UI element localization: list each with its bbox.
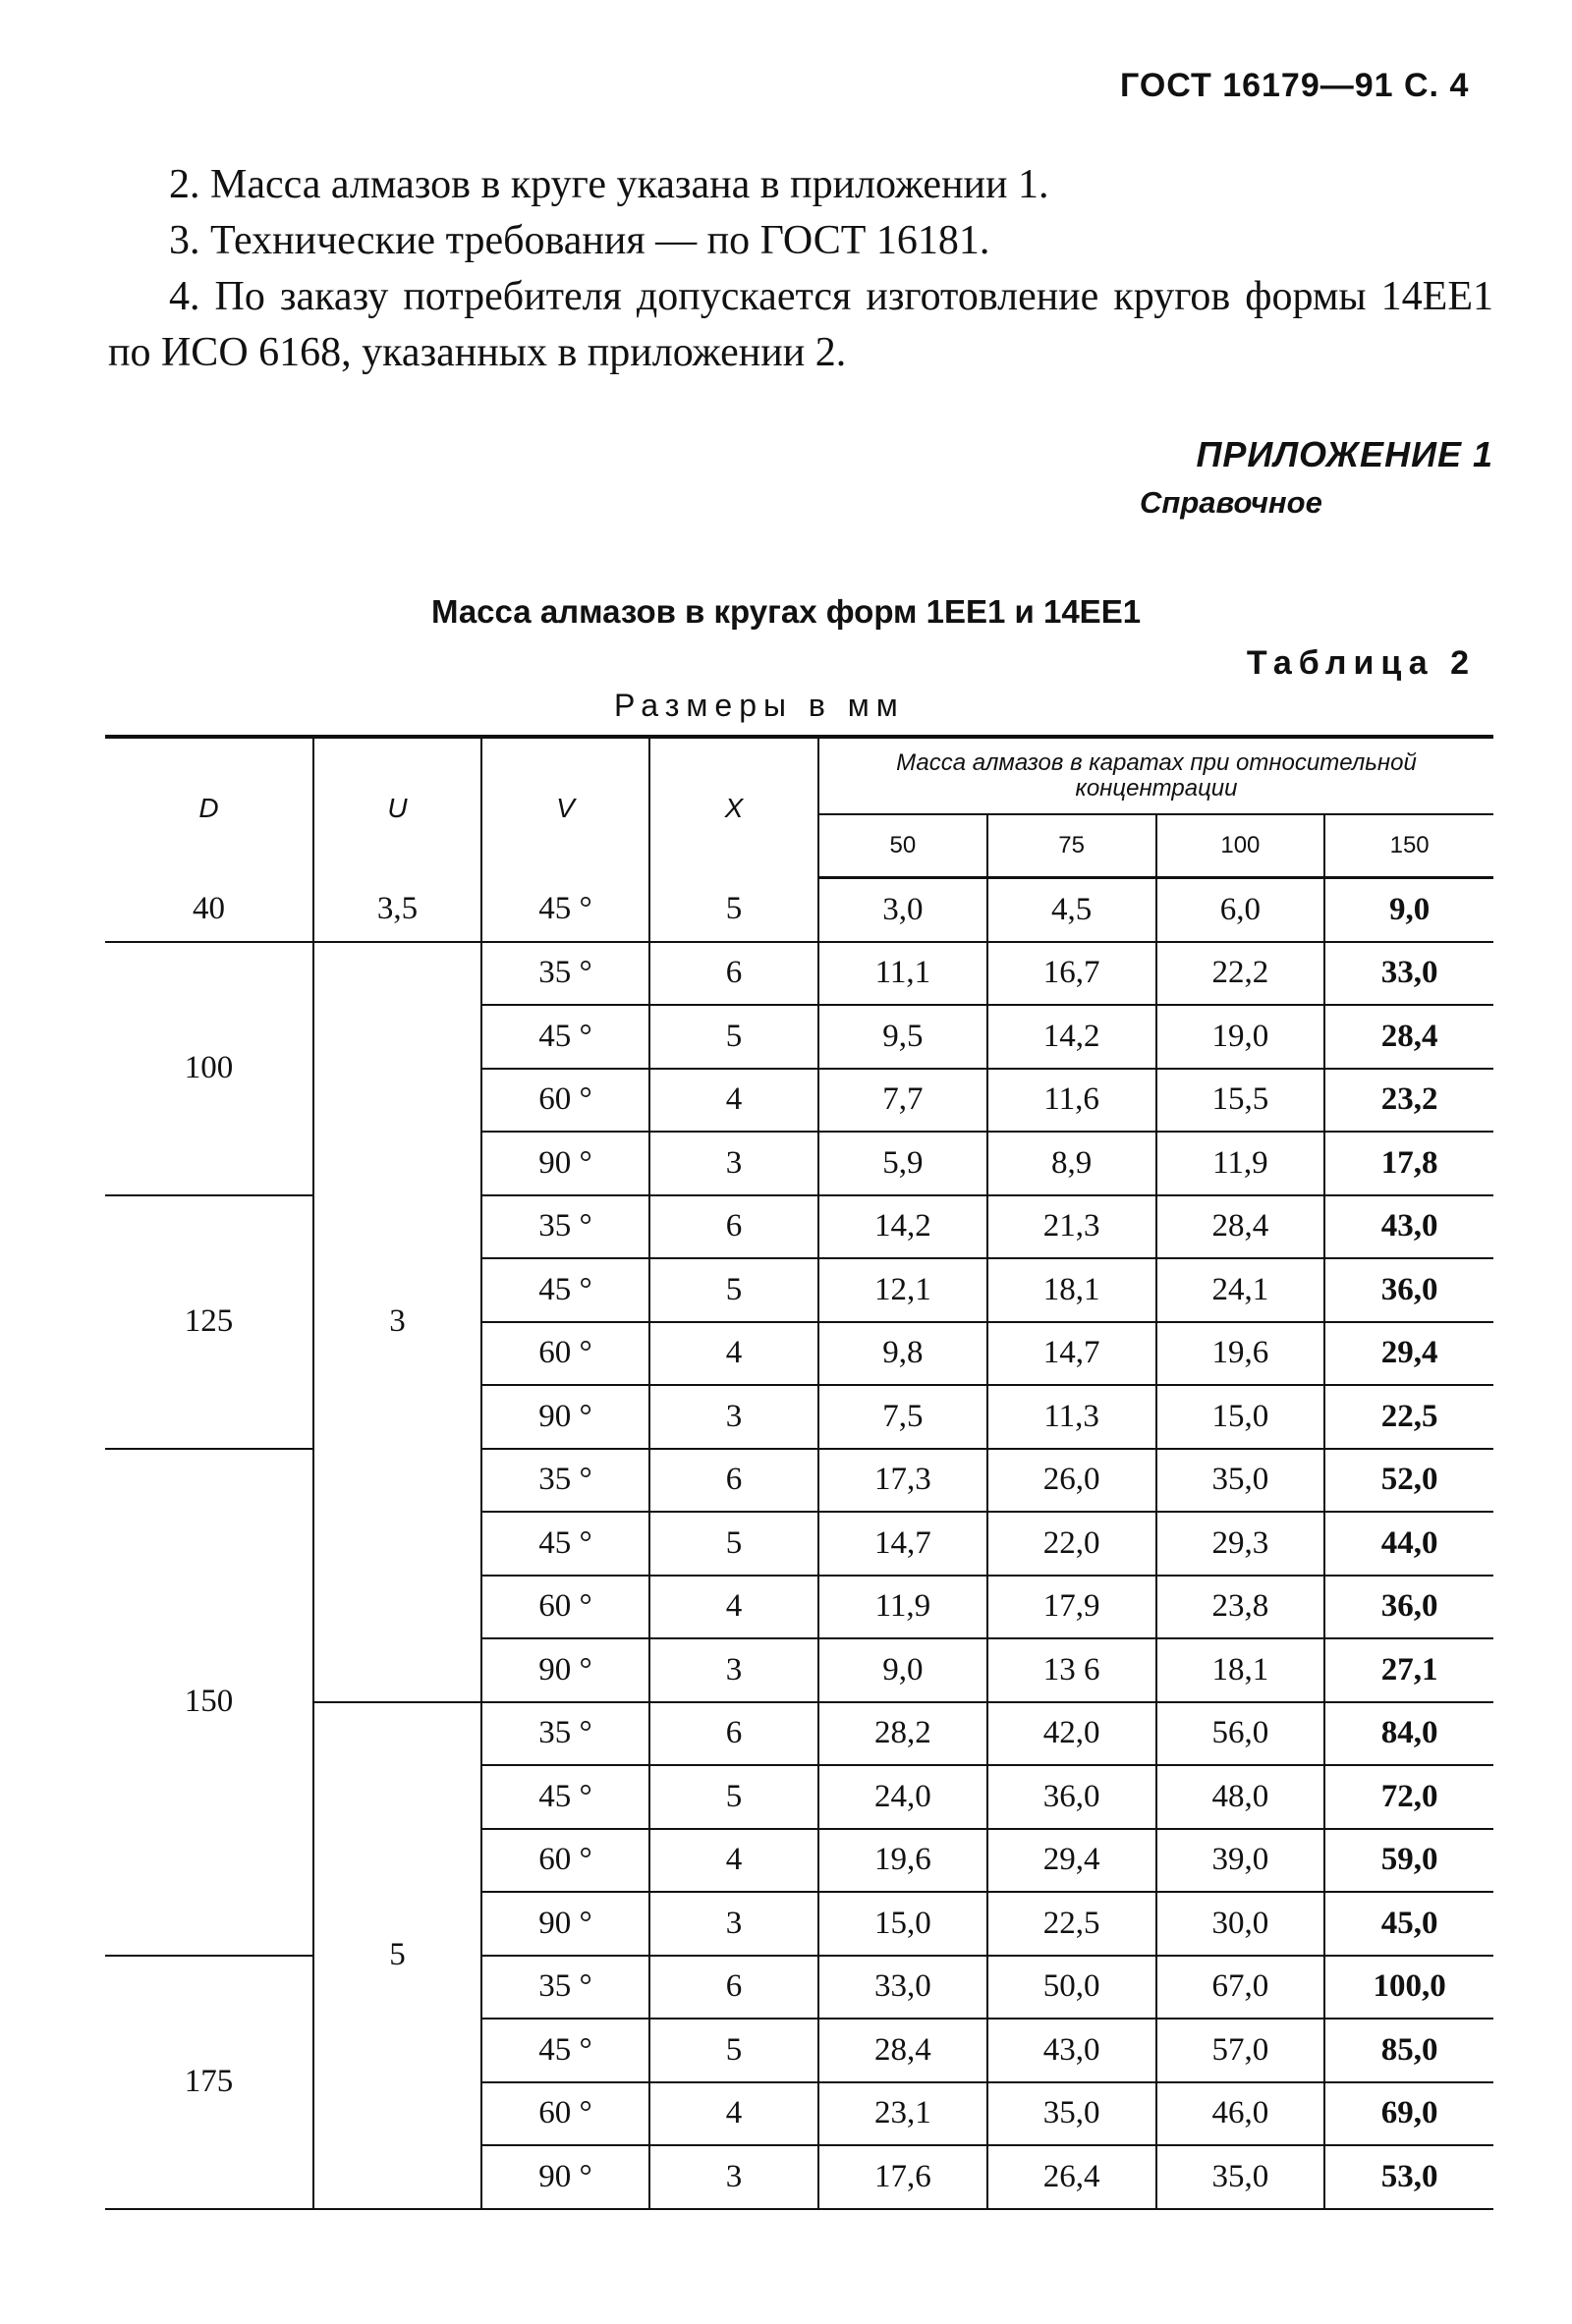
cell-v: 35 ° — [481, 1195, 649, 1259]
cell-x: 5 — [649, 1512, 818, 1576]
cell-v: 45 ° — [481, 1765, 649, 1829]
cell-mass-50: 14,2 — [818, 1195, 987, 1259]
cell-u: 5 — [313, 1702, 481, 2209]
cell-mass-75: 18,1 — [987, 1258, 1156, 1322]
cell-mass-50: 24,0 — [818, 1765, 987, 1829]
cell-mass-150: 44,0 — [1324, 1512, 1493, 1576]
cell-mass-100: 56,0 — [1156, 1702, 1325, 1766]
cell-mass-50: 15,0 — [818, 1892, 987, 1956]
diamond-mass-table — [105, 735, 1493, 2210]
cell-mass-75: 29,4 — [987, 1829, 1156, 1893]
cell-mass-150: 72,0 — [1324, 1765, 1493, 1829]
cell-mass-75: 22,0 — [987, 1512, 1156, 1576]
cell-x: 3 — [649, 1892, 818, 1956]
cell-x: 5 — [649, 1765, 818, 1829]
cell-mass-150: 53,0 — [1324, 2145, 1493, 2209]
page-header: ГОСТ 16179—91 С. 4 — [1120, 67, 1470, 104]
cell-x: 3 — [649, 1385, 818, 1449]
header-concentration-150: 150 — [1324, 814, 1493, 878]
cell-mass-75: 8,9 — [987, 1132, 1156, 1195]
cell-mass-75: 43,0 — [987, 2019, 1156, 2082]
cell-mass-150: 17,8 — [1324, 1132, 1493, 1195]
cell-mass-50: 5,9 — [818, 1132, 987, 1195]
cell-mass-50: 9,8 — [818, 1322, 987, 1386]
cell-x: 4 — [649, 1069, 818, 1133]
cell-mass-150: 33,0 — [1324, 942, 1493, 1006]
cell-d: 125 — [105, 1195, 313, 1449]
cell-u: 3 — [313, 942, 481, 1702]
cell-mass-50: 9,5 — [818, 1005, 987, 1069]
cell-x: 4 — [649, 2082, 818, 2146]
cell-v: 35 ° — [481, 942, 649, 1006]
note-3: 3. Технические требования — по ГОСТ 16181. — [169, 218, 990, 263]
cell-mass-75: 26,0 — [987, 1449, 1156, 1513]
cell-mass-75: 36,0 — [987, 1765, 1156, 1829]
table-number: Таблица 2 — [1246, 644, 1476, 682]
cell-mass-100: 46,0 — [1156, 2082, 1325, 2146]
cell-mass-50: 11,1 — [818, 942, 987, 1006]
cell-mass-150: 100,0 — [1324, 1956, 1493, 2020]
cell-mass-100: 6,0 — [1156, 878, 1325, 942]
cell-x: 6 — [649, 1702, 818, 1766]
cell-mass-50: 7,7 — [818, 1069, 987, 1133]
appendix-subtitle: Справочное — [1140, 485, 1322, 520]
cell-mass-50: 7,5 — [818, 1385, 987, 1449]
cell-x: 6 — [649, 942, 818, 1006]
cell-mass-75: 16,7 — [987, 942, 1156, 1006]
cell-mass-50: 17,3 — [818, 1449, 987, 1513]
cell-mass-50: 28,2 — [818, 1702, 987, 1766]
cell-mass-150: 43,0 — [1324, 1195, 1493, 1259]
cell-mass-75: 50,0 — [987, 1956, 1156, 2020]
cell-mass-100: 48,0 — [1156, 1765, 1325, 1829]
cell-mass-100: 19,6 — [1156, 1322, 1325, 1386]
header-u: U — [313, 737, 481, 878]
cell-mass-100: 19,0 — [1156, 1005, 1325, 1069]
cell-mass-75: 42,0 — [987, 1702, 1156, 1766]
cell-v: 60 ° — [481, 1322, 649, 1386]
cell-x: 3 — [649, 2145, 818, 2209]
cell-mass-50: 12,1 — [818, 1258, 987, 1322]
cell-mass-75: 22,5 — [987, 1892, 1156, 1956]
cell-mass-150: 29,4 — [1324, 1322, 1493, 1386]
cell-mass-75: 26,4 — [987, 2145, 1156, 2209]
cell-mass-100: 18,1 — [1156, 1638, 1325, 1702]
cell-x: 6 — [649, 1449, 818, 1513]
cell-v: 90 ° — [481, 2145, 649, 2209]
cell-mass-75: 35,0 — [987, 2082, 1156, 2146]
cell-mass-50: 28,4 — [818, 2019, 987, 2082]
table-body — [105, 878, 1493, 2209]
cell-v: 60 ° — [481, 1829, 649, 1893]
cell-x: 5 — [649, 1258, 818, 1322]
cell-mass-150: 59,0 — [1324, 1829, 1493, 1893]
cell-v: 35 ° — [481, 1956, 649, 2020]
cell-mass-100: 57,0 — [1156, 2019, 1325, 2082]
cell-mass-150: 22,5 — [1324, 1385, 1493, 1449]
table-row — [105, 942, 1493, 1006]
cell-mass-75: 21,3 — [987, 1195, 1156, 1259]
header-concentration-50: 50 — [818, 814, 987, 878]
cell-mass-75: 13 6 — [987, 1638, 1156, 1702]
cell-v: 35 ° — [481, 1702, 649, 1766]
cell-x: 4 — [649, 1829, 818, 1893]
cell-v: 60 ° — [481, 1576, 649, 1639]
cell-mass-100: 15,0 — [1156, 1385, 1325, 1449]
cell-mass-50: 11,9 — [818, 1576, 987, 1639]
cell-x: 6 — [649, 1195, 818, 1259]
cell-x: 6 — [649, 1956, 818, 2020]
cell-v: 45 ° — [481, 1512, 649, 1576]
cell-v: 45 ° — [481, 878, 649, 942]
header-v: V — [481, 737, 649, 878]
table-row — [105, 1702, 1493, 1766]
cell-mass-150: 9,0 — [1324, 878, 1493, 942]
cell-v: 60 ° — [481, 2082, 649, 2146]
cell-mass-100: 15,5 — [1156, 1069, 1325, 1133]
table-row — [105, 1195, 1493, 1259]
header-concentration-100: 100 — [1156, 814, 1325, 878]
cell-d: 175 — [105, 1956, 313, 2209]
cell-mass-150: 36,0 — [1324, 1258, 1493, 1322]
cell-mass-100: 30,0 — [1156, 1892, 1325, 1956]
cell-mass-150: 28,4 — [1324, 1005, 1493, 1069]
cell-mass-100: 28,4 — [1156, 1195, 1325, 1259]
note-4: 4. По заказу потребителя допускается изготовление кругов формы 14EE1 по ИСО 6168, указанных в приложении 2. — [108, 274, 1493, 375]
cell-mass-50: 23,1 — [818, 2082, 987, 2146]
note-2: 2. Масса алмазов в круге указана в приложении 1. — [169, 162, 1049, 207]
cell-mass-150: 23,2 — [1324, 1069, 1493, 1133]
header-mass-group: Масса алмазов в каратах при относительной концентрации — [818, 737, 1493, 814]
cell-v: 90 ° — [481, 1385, 649, 1449]
appendix-title: ПРИЛОЖЕНИЕ 1 — [1196, 434, 1493, 474]
cell-mass-75: 14,2 — [987, 1005, 1156, 1069]
cell-mass-150: 69,0 — [1324, 2082, 1493, 2146]
cell-v: 90 ° — [481, 1892, 649, 1956]
cell-mass-150: 52,0 — [1324, 1449, 1493, 1513]
cell-x: 3 — [649, 1132, 818, 1195]
header-concentration-75: 75 — [987, 814, 1156, 878]
dimensions-note: Размеры в мм — [614, 688, 905, 723]
cell-mass-100: 11,9 — [1156, 1132, 1325, 1195]
cell-x: 3 — [649, 1638, 818, 1702]
table-row — [105, 878, 1493, 942]
cell-v: 45 ° — [481, 1005, 649, 1069]
cell-mass-100: 39,0 — [1156, 1829, 1325, 1893]
cell-d: 40 — [105, 878, 313, 942]
cell-mass-100: 35,0 — [1156, 1449, 1325, 1513]
cell-mass-100: 67,0 — [1156, 1956, 1325, 2020]
cell-mass-50: 14,7 — [818, 1512, 987, 1576]
cell-x: 4 — [649, 1322, 818, 1386]
cell-d: 100 — [105, 942, 313, 1195]
cell-mass-75: 14,7 — [987, 1322, 1156, 1386]
header-x: X — [649, 737, 818, 878]
header-d: D — [105, 737, 313, 878]
table-row — [105, 1449, 1493, 1513]
cell-mass-150: 36,0 — [1324, 1576, 1493, 1639]
cell-mass-100: 35,0 — [1156, 2145, 1325, 2209]
cell-mass-50: 3,0 — [818, 878, 987, 942]
cell-mass-75: 11,6 — [987, 1069, 1156, 1133]
cell-mass-100: 23,8 — [1156, 1576, 1325, 1639]
cell-x: 5 — [649, 1005, 818, 1069]
cell-mass-75: 11,3 — [987, 1385, 1156, 1449]
cell-mass-50: 17,6 — [818, 2145, 987, 2209]
cell-mass-150: 85,0 — [1324, 2019, 1493, 2082]
cell-v: 35 ° — [481, 1449, 649, 1513]
cell-mass-75: 4,5 — [987, 878, 1156, 942]
cell-v: 45 ° — [481, 1258, 649, 1322]
appendix-label — [1140, 434, 1493, 521]
cell-mass-100: 24,1 — [1156, 1258, 1325, 1322]
cell-mass-150: 45,0 — [1324, 1892, 1493, 1956]
cell-x: 5 — [649, 878, 818, 942]
cell-mass-50: 33,0 — [818, 1956, 987, 2020]
table-row — [105, 1956, 1493, 2020]
cell-v: 60 ° — [481, 1069, 649, 1133]
cell-x: 4 — [649, 1576, 818, 1639]
table-title: Масса алмазов в кругах форм 1EE1 и 14EE1 — [430, 593, 1142, 630]
cell-mass-50: 19,6 — [818, 1829, 987, 1893]
cell-mass-150: 27,1 — [1324, 1638, 1493, 1702]
cell-u: 3,5 — [313, 878, 481, 942]
cell-mass-150: 84,0 — [1324, 1702, 1493, 1766]
cell-x: 5 — [649, 2019, 818, 2082]
cell-mass-100: 29,3 — [1156, 1512, 1325, 1576]
cell-d: 150 — [105, 1449, 313, 1956]
notes-block — [108, 157, 1493, 381]
cell-v: 45 ° — [481, 2019, 649, 2082]
cell-mass-100: 22,2 — [1156, 942, 1325, 1006]
cell-v: 90 ° — [481, 1638, 649, 1702]
cell-v: 90 ° — [481, 1132, 649, 1195]
cell-mass-50: 9,0 — [818, 1638, 987, 1702]
cell-mass-75: 17,9 — [987, 1576, 1156, 1639]
